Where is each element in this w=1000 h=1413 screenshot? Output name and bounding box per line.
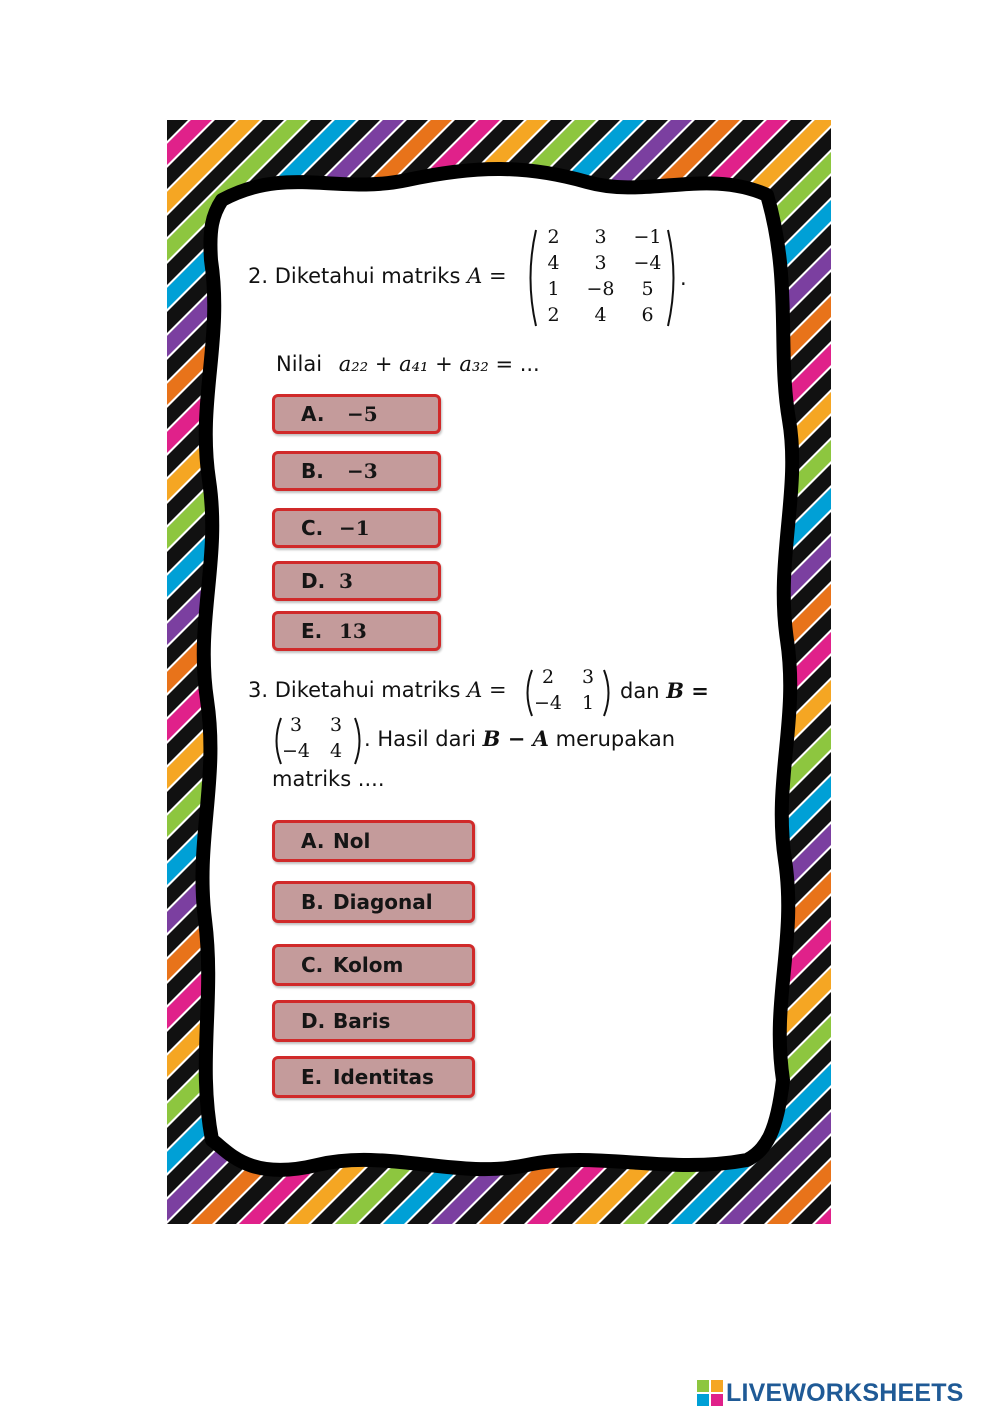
matrix-entry: 1 [581, 692, 595, 714]
prompt-expression: a₂₂ + a₄₁ + a₃₂ [338, 352, 489, 376]
option-letter: B. [301, 459, 324, 483]
option-value: −5 [347, 402, 378, 426]
tail-text: merupakan [555, 727, 676, 751]
matrix-entry: 3 [594, 226, 607, 248]
right-paren [602, 668, 614, 718]
dan-word: dan [620, 679, 660, 703]
option-value: Nol [333, 829, 371, 853]
matrix-a-4x3 [530, 226, 670, 330]
expression-b-minus-a: B − A [482, 726, 549, 751]
question-3-line-3: matriks .... [272, 767, 385, 791]
q2-option-a[interactable] [272, 394, 441, 434]
matrix-entry: 3 [329, 714, 343, 736]
prompt-label: Nilai [276, 352, 323, 376]
option-letter: A. [301, 402, 325, 426]
question-2-prompt [276, 352, 540, 376]
matrix-a-2x2 [528, 666, 610, 718]
matrix-entry: 6 [641, 304, 654, 326]
matrix-entry: −8 [586, 278, 615, 300]
q2-option-b[interactable] [272, 451, 441, 491]
matrix-entry: −4 [533, 692, 562, 714]
option-letter: E. [301, 1065, 323, 1089]
right-paren [666, 228, 680, 328]
question-2-lead-text: 2. Diketahui matriks [248, 264, 461, 288]
q2-option-c[interactable] [272, 508, 441, 548]
option-letter: E. [301, 619, 323, 643]
q3-option-b[interactable] [272, 881, 475, 923]
question-3-line-2 [364, 726, 675, 751]
q3-option-a[interactable] [272, 820, 475, 862]
matrix-entry: 5 [641, 278, 654, 300]
option-value: Identitas [333, 1065, 434, 1089]
q2-option-d[interactable] [272, 561, 441, 601]
question-3-var-b: B = [666, 678, 709, 703]
matrix-entry: 4 [547, 252, 560, 274]
question-3-dan-b [620, 678, 709, 703]
matrix-entry: 2 [547, 304, 560, 326]
q2-option-e[interactable] [272, 611, 441, 651]
option-letter: C. [301, 953, 324, 977]
option-value: Kolom [333, 953, 404, 977]
question-3-var-a: A = [467, 678, 507, 702]
option-value: 3 [339, 569, 353, 593]
q3-option-e[interactable] [272, 1056, 475, 1098]
matrix-entry: −4 [281, 740, 310, 762]
matrix-entry: −1 [633, 226, 662, 248]
q3-option-d[interactable] [272, 1000, 475, 1042]
matrix-entry: 3 [581, 666, 595, 688]
option-letter: A. [301, 829, 325, 853]
liveworksheets-logo-icon [697, 1380, 723, 1406]
matrix-entry: 3 [289, 714, 303, 736]
matrix-entry: 2 [541, 666, 555, 688]
option-letter: D. [301, 569, 326, 593]
liveworksheets-logo[interactable] [697, 1378, 964, 1408]
matrix-entry: 4 [329, 740, 343, 762]
matrix-entry: 4 [594, 304, 607, 326]
question-3-lead-text: 3. Diketahui matriks [248, 678, 461, 702]
option-letter: B. [301, 890, 324, 914]
matrix-b-2x2 [276, 714, 358, 766]
prompt-tail: = ... [495, 352, 540, 376]
matrix-entry: −4 [633, 252, 662, 274]
option-value: Diagonal [333, 890, 433, 914]
option-value: 13 [339, 619, 367, 643]
option-letter: D. [301, 1009, 326, 1033]
option-value: −1 [339, 516, 370, 540]
matrix-entry: 1 [547, 278, 560, 300]
question-2-end: . [680, 266, 687, 290]
question-3-lead [248, 678, 507, 702]
mid-text: . Hasil dari [364, 727, 476, 751]
question-2-var: A = [467, 264, 507, 288]
liveworksheets-logo-text: LIVEWORKSHEETS [726, 1378, 964, 1407]
question-2-lead [248, 264, 507, 288]
matrix-entry: 2 [547, 226, 560, 248]
option-value: −3 [347, 459, 378, 483]
q3-option-c[interactable] [272, 944, 475, 986]
option-letter: C. [301, 516, 324, 540]
matrix-entry: 3 [594, 252, 607, 274]
option-value: Baris [333, 1009, 391, 1033]
